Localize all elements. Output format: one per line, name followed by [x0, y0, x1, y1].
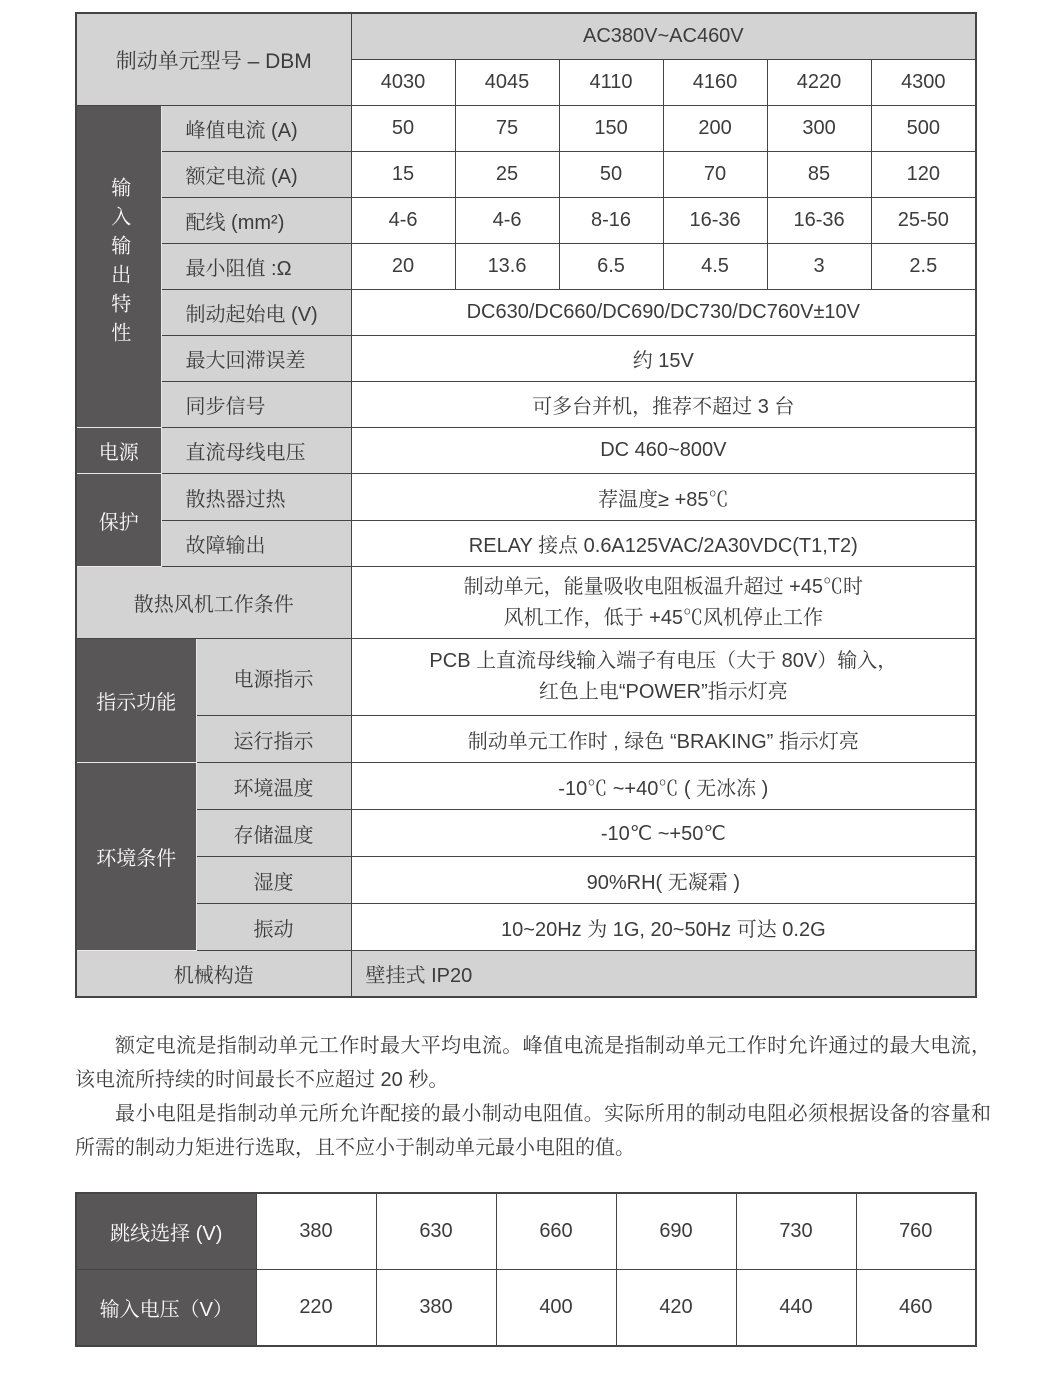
input-voltage-value: 400 [496, 1270, 616, 1347]
note-rated-vs-peak-current: 额定电流是指制动单元工作时最大平均电流。峰值电流是指制动单元工作时允许通过的最大电流，该电流所持续的时间最长不应超过 20 秒。 [75, 1035, 991, 1091]
run-indicator-label: 运行指示 [196, 716, 351, 763]
model-4110: 4110 [559, 60, 663, 106]
min-resistance-value: 6.5 [559, 244, 663, 290]
row-mechanical [76, 951, 976, 998]
storage-temp-label: 存储温度 [196, 810, 351, 857]
row-fault-output [76, 521, 976, 567]
run-indicator-value: 制动单元工作时 , 绿色 “BRAKING” 指示灯亮 [351, 716, 976, 763]
jumper-select-value: 660 [496, 1193, 616, 1270]
row-humidity [76, 857, 976, 904]
model-4045: 4045 [455, 60, 559, 106]
heatsink-overheat-label: 散热器过热 [161, 474, 351, 521]
row-jumper-select [76, 1193, 976, 1270]
input-voltage-value: 440 [736, 1270, 856, 1347]
dc-bus-voltage-label: 直流母线电压 [161, 428, 351, 474]
heatsink-overheat-value: 荐温度≥ +85℃ [351, 474, 976, 521]
model-4220: 4220 [767, 60, 871, 106]
peak-current-value: 150 [559, 106, 663, 152]
ambient-temp-label: 环境温度 [196, 763, 351, 810]
wiring-value: 16-36 [767, 198, 871, 244]
rated-current-value: 120 [871, 152, 976, 198]
min-resistance-label: 最小阻值 :Ω [161, 244, 351, 290]
row-fan-condition [76, 567, 976, 639]
model-4300: 4300 [871, 60, 976, 106]
ambient-temp-value: -10℃ ~+40℃ ( 无冰冻 ) [351, 763, 976, 810]
row-braking-start-voltage [76, 290, 976, 336]
vibration-value: 10~20Hz 为 1G, 20~50Hz 可达 0.2G [351, 904, 976, 951]
rated-current-label: 额定电流 (A) [161, 152, 351, 198]
header-row-voltage [76, 13, 976, 60]
input-voltage-value: 420 [616, 1270, 736, 1347]
jumper-select-value: 630 [376, 1193, 496, 1270]
row-sync-signal [76, 382, 976, 428]
group-environment: 环境条件 [76, 763, 196, 951]
group-indicators: 指示功能 [76, 639, 196, 763]
humidity-value: 90%RH( 无凝霜 ) [351, 857, 976, 904]
row-peak-current [76, 106, 976, 152]
min-resistance-value: 4.5 [663, 244, 767, 290]
max-hysteresis-label: 最大回滞误差 [161, 336, 351, 382]
max-hysteresis-value: 约 15V [351, 336, 976, 382]
peak-current-value: 500 [871, 106, 976, 152]
braking-start-voltage-label: 制动起始电 (V) [161, 290, 351, 336]
sync-signal-value: 可多台并机，推荐不超过 3 台 [351, 382, 976, 428]
wiring-value: 25-50 [871, 198, 976, 244]
wiring-value: 4-6 [351, 198, 455, 244]
row-input-voltage [76, 1270, 976, 1347]
wiring-value: 16-36 [663, 198, 767, 244]
jumper-voltage-table [75, 1192, 977, 1347]
fault-output-value: RELAY 接点 0.6A125VAC/2A30VDC(T1,T2) [351, 521, 976, 567]
row-ambient-temp [76, 763, 976, 810]
power-indicator-line2: 红色上电“POWER”指示灯亮 [538, 681, 788, 703]
braking-start-voltage-value: DC630/DC660/DC690/DC730/DC760V±10V [351, 290, 976, 336]
rated-current-value: 25 [455, 152, 559, 198]
wiring-label: 配线 (mm²) [161, 198, 351, 244]
row-max-hysteresis [76, 336, 976, 382]
fan-condition-line1: 制动单元，能量吸收电阻板温升超过 +45℃时 [463, 575, 864, 598]
peak-current-label: 峰值电流 (A) [161, 106, 351, 152]
row-wiring [76, 198, 976, 244]
wiring-value: 4-6 [455, 198, 559, 244]
row-dc-bus-voltage [76, 428, 976, 474]
rated-current-value: 50 [559, 152, 663, 198]
model-4030: 4030 [351, 60, 455, 106]
mechanical-value: 壁挂式 IP20 [351, 951, 976, 998]
model-4160: 4160 [663, 60, 767, 106]
row-rated-current [76, 152, 976, 198]
row-min-resistance [76, 244, 976, 290]
fault-output-label: 故障输出 [161, 521, 351, 567]
fan-condition-label: 散热风机工作条件 [76, 567, 351, 639]
jumper-select-value: 730 [736, 1193, 856, 1270]
note-min-resistance: 最小电阻是指制动单元所允许配接的最小制动电阻值。实际所用的制动电阻必须根据设备的容量和所需的制动力矩进行选取，且不应小于制动单元最小电阻的值。 [75, 1103, 991, 1159]
input-voltage-value: 380 [376, 1270, 496, 1347]
input-voltage-label: 输入电压（V） [76, 1270, 256, 1347]
group-io-characteristics [76, 106, 161, 428]
input-voltage-value: 460 [856, 1270, 976, 1347]
input-voltage-value: 220 [256, 1270, 376, 1347]
row-storage-temp [76, 810, 976, 857]
spec-table [75, 12, 977, 998]
dc-bus-voltage-value: DC 460~800V [351, 428, 976, 474]
min-resistance-value: 13.6 [455, 244, 559, 290]
peak-current-value: 300 [767, 106, 871, 152]
sync-signal-label: 同步信号 [161, 382, 351, 428]
humidity-label: 湿度 [196, 857, 351, 904]
vibration-label: 振动 [196, 904, 351, 951]
wiring-value: 8-16 [559, 198, 663, 244]
min-resistance-value: 3 [767, 244, 871, 290]
rated-current-value: 15 [351, 152, 455, 198]
rated-current-value: 70 [663, 152, 767, 198]
model-series-label: 制动单元型号 – DBM [76, 13, 351, 106]
power-indicator-value [351, 639, 976, 716]
jumper-select-label: 跳线选择 (V) [76, 1193, 256, 1270]
peak-current-value: 200 [663, 106, 767, 152]
power-indicator-line1: PCB 上直流母线输入端子有电压（大于 80V）输入， [429, 650, 898, 672]
rated-current-value: 85 [767, 152, 871, 198]
jumper-select-value: 380 [256, 1193, 376, 1270]
row-run-indicator [76, 716, 976, 763]
min-resistance-value: 2.5 [871, 244, 976, 290]
group-power: 电源 [76, 428, 161, 474]
row-heatsink-overheat [76, 474, 976, 521]
jumper-select-value: 690 [616, 1193, 736, 1270]
fan-condition-value [351, 567, 976, 639]
storage-temp-value: -10℃ ~+50℃ [351, 810, 976, 857]
voltage-range-header: AC380V~AC460V [351, 13, 976, 60]
min-resistance-value: 20 [351, 244, 455, 290]
group-io-label: 输入输出特性 [107, 176, 130, 351]
row-vibration [76, 904, 976, 951]
mechanical-label: 机械构造 [76, 951, 351, 998]
peak-current-value: 50 [351, 106, 455, 152]
fan-condition-line2: 风机工作，低于 +45℃风机停止工作 [503, 606, 824, 629]
row-power-indicator [76, 639, 976, 716]
peak-current-value: 75 [455, 106, 559, 152]
power-indicator-label: 电源指示 [196, 639, 351, 716]
group-protection: 保护 [76, 474, 161, 567]
notes-section [75, 1029, 991, 1165]
jumper-select-value: 760 [856, 1193, 976, 1270]
